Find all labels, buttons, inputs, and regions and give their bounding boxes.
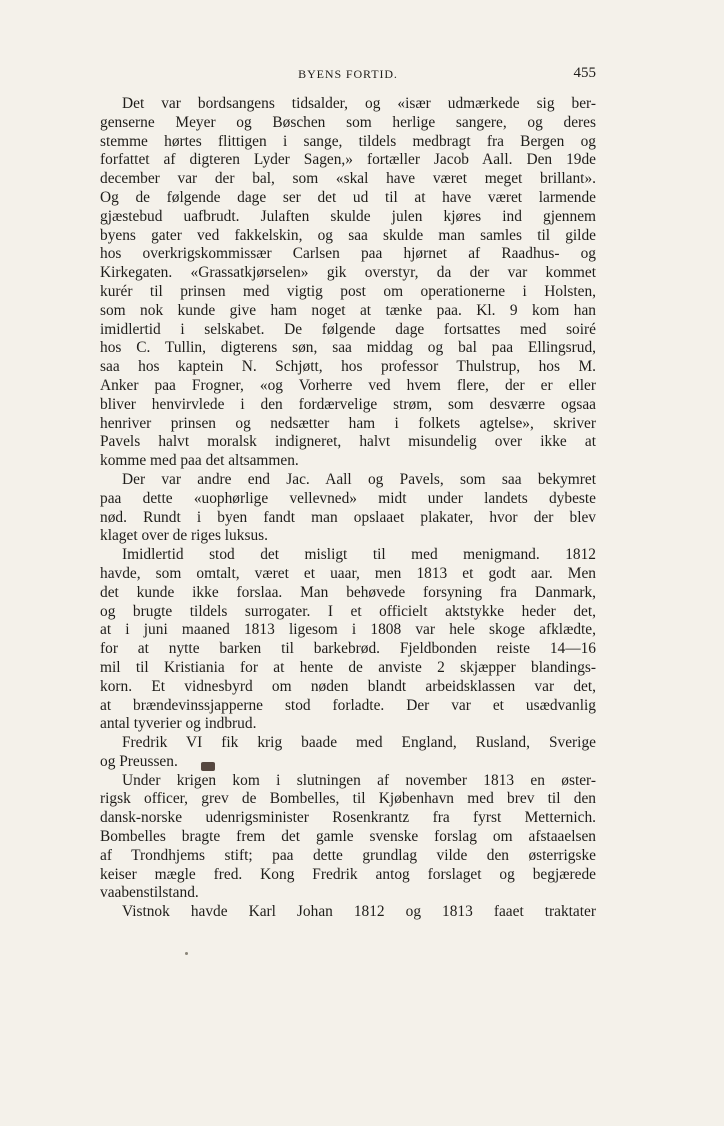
- text-line: keiser mægle fred. Kong Fredrik antog forslaget og begjærede: [100, 865, 596, 883]
- text-line: antal tyverier og indbrud.: [100, 715, 257, 733]
- text-line: korn. Et vidnesbyrd om nøden blandt arbeidsklassen var det,: [100, 677, 596, 695]
- text-line: det kunde ikke forslaa. Man behøvede forsyning fra Danmark,: [100, 583, 596, 601]
- text-line: hos overkrigskommissær Carlsen paa hjørnet af Raadhus- og: [100, 245, 596, 263]
- text-line: nød. Rundt i byen fandt man opslaaet plakater, hvor der blev: [100, 508, 596, 526]
- text-line: Fredrik VI fik krig baade med England, Rusland, Sverige: [122, 734, 596, 752]
- text-line: Imidlertid stod det misligt til med menigmand. 1812: [122, 546, 596, 564]
- text-line: stemme hørtes flittigen i sange, tildels medbragt fra Bergen og: [100, 132, 596, 150]
- running-head: [100, 66, 596, 86]
- text-line: mil til Kristiania for at hente de anviste 2 skjæpper blandings-: [100, 658, 596, 676]
- text-line: gjæstebud uafbrudt. Julaften skulde julen kjøres ind gjennem: [100, 207, 596, 225]
- text-line: havde, som omtalt, været et uaar, men 1813 et godt aar. Men: [100, 564, 596, 582]
- text-line: vaabenstilstand.: [100, 884, 199, 902]
- text-line: at i juni maaned 1813 ligesom i 1808 var hele skoge afklædte,: [100, 621, 596, 639]
- text-line: imidlertid i selskabet. De følgende dage fortsattes med soiré: [100, 320, 596, 338]
- text-line: genserne Meyer og Bøschen som herlige sangere, og deres: [100, 113, 596, 131]
- ink-blot: [201, 762, 215, 771]
- text-line: at brændevinssjapperne stod forladte. Der var et usædvanlig: [100, 696, 596, 714]
- text-line: Vistnok havde Karl Johan 1812 og 1813 faaet traktater: [122, 903, 596, 921]
- text-line: saa hos kaptein N. Schjøtt, hos professor Thulstrup, hos M.: [100, 358, 596, 376]
- running-title: BYENS FORTID.: [298, 67, 398, 81]
- text-line: Og de følgende dage ser det ud til at have været larmende: [100, 188, 596, 206]
- text-line: forfattet af digteren Lyder Sagen,» fortæller Jacob Aall. Den 19de: [100, 151, 596, 169]
- text-line: klaget over de riges luksus.: [100, 527, 268, 545]
- text-line: byens gater ved fakkelskin, og saa skulde man samles til gilde: [100, 226, 596, 244]
- text-line: hos C. Tullin, digterens søn, saa middag og bal paa Ellingsrud,: [100, 339, 596, 357]
- text-line: paa dette «uophørlige vellevned» midt under landets dybeste: [100, 489, 596, 507]
- text-line: som nok kunde give ham noget at tænke paa. Kl. 9 kom han: [100, 301, 596, 319]
- text-line: Det var bordsangens tidsalder, og «især udmærkede sig ber-: [122, 95, 596, 112]
- text-line: Under krigen kom i slutningen af november 1813 en øster-: [122, 771, 596, 789]
- page-number: 455: [573, 65, 596, 81]
- text-line: og Preussen.: [100, 752, 178, 770]
- text-line: og brugte tildels surrogater. I et officielt aktstykke heder det,: [100, 602, 596, 620]
- text-line: Kirkegaten. «Grassatkjørselen» gik overstyr, da der var kommet: [100, 264, 596, 282]
- paper-speck: [185, 952, 188, 955]
- text-line: december var der bal, som «skal have været meget brillant».: [100, 170, 596, 188]
- text-line: Bombelles bragte frem det gamle svenske forslag om afstaaelsen: [100, 828, 596, 846]
- text-line: dansk-norske udenrigsminister Rosenkrantz fra fyrst Metternich.: [100, 809, 596, 827]
- text-line: Anker paa Frogner, «og Vorherre ved hvem flere, der er eller: [100, 376, 596, 394]
- text-line: af Trondhjems stift; paa dette grundlag vilde den østerrigske: [100, 846, 596, 864]
- text-line: henriver prinsen og nedsætter ham i folkets agtelse», skriver: [100, 414, 596, 432]
- text-line: rigsk officer, grev de Bombelles, til Kjøbenhavn med brev til den: [100, 790, 596, 808]
- body-text: [100, 95, 596, 922]
- text-line: Pavels halvt moralsk indigneret, halvt misundelig over ikke at: [100, 433, 596, 451]
- text-line: Der var andre end Jac. Aall og Pavels, som saa bekymret: [122, 470, 596, 488]
- text-line: bliver henvirvlede i den fordærvelige strøm, som desværre ogsaa: [100, 395, 596, 413]
- text-line: komme med paa det altsammen.: [100, 452, 299, 470]
- text-line: kurér til prinsen med vigtig post om operationerne i Holsten,: [100, 282, 596, 300]
- text-line: for at nytte barken til barkebrød. Fjeldbonden reiste 14—16: [100, 640, 596, 658]
